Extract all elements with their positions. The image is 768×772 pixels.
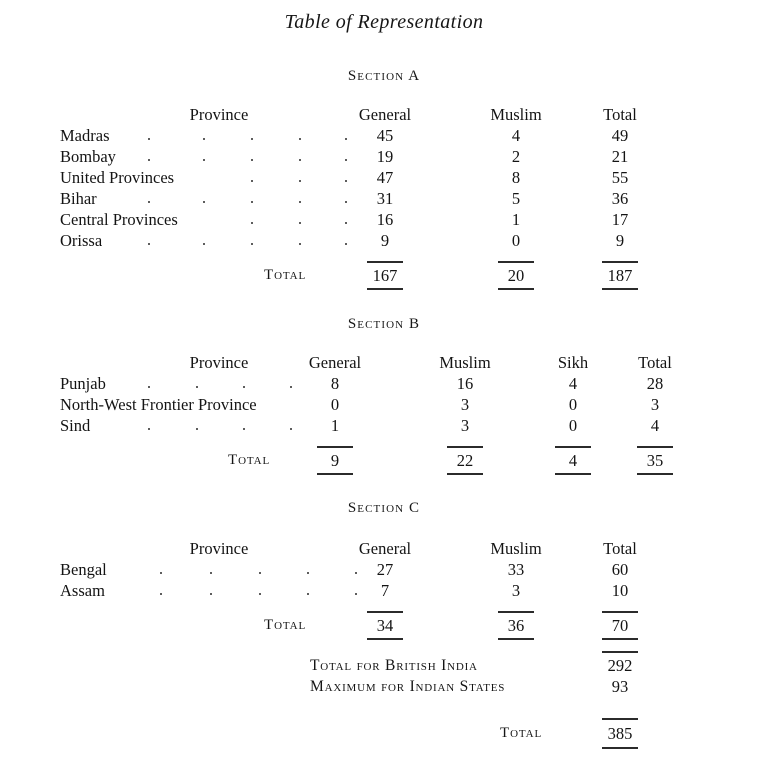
leader-dot	[148, 428, 150, 430]
grand-total-row	[0, 723, 768, 744]
column-rule	[367, 288, 403, 290]
page-title: Table of Representation	[284, 11, 484, 33]
cell-muslim: 16	[456, 374, 474, 393]
cell-total: 17	[611, 210, 629, 229]
column-header-general: General	[358, 105, 412, 124]
cell-general: 45	[376, 126, 394, 145]
leader-dot	[345, 222, 347, 224]
column-rule	[602, 747, 638, 749]
leader-dot	[203, 243, 205, 245]
cell-general: 47	[376, 168, 394, 187]
total-general: 167	[372, 266, 398, 285]
cell-muslim: 33	[507, 560, 525, 579]
indian-states-label: Maximum for Indian States	[310, 678, 506, 695]
leader-dot	[203, 138, 205, 140]
section-heading-a: Section A	[347, 68, 421, 84]
cell-general: 1	[330, 416, 340, 435]
leader-dot	[148, 243, 150, 245]
cell-total: 28	[646, 374, 664, 393]
table-header-row	[0, 104, 768, 125]
leader-dot	[290, 428, 292, 430]
cell-sikh: 0	[568, 395, 578, 414]
leader-dot	[251, 201, 253, 203]
total-label: Total	[228, 452, 271, 468]
column-header-muslim: Muslim	[490, 539, 542, 558]
column-header-province: Province	[189, 353, 249, 372]
column-rule	[602, 288, 638, 290]
leader-dot	[148, 138, 150, 140]
section-b-table	[0, 352, 768, 471]
table-row	[0, 394, 768, 415]
section-heading-b: Section B	[347, 316, 421, 332]
table-row	[0, 209, 768, 230]
column-header-total: Total	[603, 105, 637, 124]
cell-muslim: 2	[511, 147, 521, 166]
column-rule	[498, 261, 534, 263]
leader-dot	[196, 386, 198, 388]
total-general: 34	[376, 616, 394, 635]
summary-row-british-india	[0, 655, 768, 676]
column-rule	[498, 611, 534, 613]
total-muslim: 20	[507, 266, 525, 285]
column-rule	[602, 718, 638, 720]
leader-dot	[251, 243, 253, 245]
summary-row-indian-states	[0, 676, 768, 697]
column-rule	[317, 473, 353, 475]
cell-muslim: 5	[511, 189, 521, 208]
province-name: Punjab	[60, 374, 106, 393]
column-rule	[367, 261, 403, 263]
leader-dot	[251, 138, 253, 140]
cell-sikh: 0	[568, 416, 578, 435]
cell-general: 9	[380, 231, 390, 250]
table-row	[0, 580, 768, 601]
column-header-muslim: Muslim	[490, 105, 542, 124]
column-rule	[447, 446, 483, 448]
cell-total: 9	[615, 231, 625, 250]
cell-total: 36	[611, 189, 629, 208]
cell-total: 60	[611, 560, 629, 579]
table-header-row	[0, 538, 768, 559]
column-rule	[555, 473, 591, 475]
cell-general: 16	[376, 210, 394, 229]
column-rule	[555, 446, 591, 448]
leader-dot	[196, 428, 198, 430]
british-india-label: Total for British India	[310, 657, 478, 674]
british-india-value: 292	[607, 656, 633, 675]
column-header-province: Province	[189, 105, 249, 124]
leader-dot	[299, 180, 301, 182]
leader-dot	[210, 593, 212, 595]
cell-general: 19	[376, 147, 394, 166]
cell-muslim: 8	[511, 168, 521, 187]
leader-dot	[345, 243, 347, 245]
column-header-total: Total	[638, 353, 672, 372]
total-total: 187	[607, 266, 633, 285]
column-rule	[637, 473, 673, 475]
section-c-table	[0, 538, 768, 636]
leader-dot	[203, 159, 205, 161]
leader-dot	[148, 386, 150, 388]
province-name: Bengal	[60, 560, 107, 579]
leader-dot	[345, 159, 347, 161]
province-name: United Provinces	[60, 168, 175, 187]
total-sikh: 4	[568, 451, 578, 470]
column-rule	[317, 446, 353, 448]
leader-dot	[290, 386, 292, 388]
column-rule	[498, 638, 534, 640]
cell-muslim: 3	[511, 581, 521, 600]
province-name: Madras	[60, 126, 110, 145]
cell-general: 31	[376, 189, 394, 208]
province-name: Bihar	[60, 189, 97, 208]
leader-dot	[243, 386, 245, 388]
cell-total: 49	[611, 126, 629, 145]
leader-dot	[243, 428, 245, 430]
cell-general: 0	[330, 395, 340, 414]
cell-muslim: 3	[460, 395, 470, 414]
total-label: Total	[264, 267, 307, 283]
section-heading-c: Section C	[347, 500, 421, 516]
grand-summary-block	[0, 655, 768, 744]
province-name: Central Provinces	[60, 210, 178, 229]
table-row	[0, 125, 768, 146]
column-header-general: General	[308, 353, 362, 372]
province-name: North-West Frontier Province	[60, 395, 257, 414]
table-row	[0, 415, 768, 436]
leader-dot	[160, 572, 162, 574]
leader-dot	[148, 159, 150, 161]
column-header-province: Province	[189, 539, 249, 558]
cell-general: 27	[376, 560, 394, 579]
cell-total: 10	[611, 581, 629, 600]
leader-dot	[299, 138, 301, 140]
leader-dot	[203, 201, 205, 203]
indian-states-value: 93	[611, 677, 629, 696]
leader-dot	[259, 593, 261, 595]
province-name: Orissa	[60, 231, 103, 250]
cell-total: 55	[611, 168, 629, 187]
total-muslim: 36	[507, 616, 525, 635]
cell-sikh: 4	[568, 374, 578, 393]
cell-muslim: 3	[460, 416, 470, 435]
column-header-muslim: Muslim	[439, 353, 491, 372]
cell-total: 4	[650, 416, 660, 435]
province-name: Bombay	[60, 147, 116, 166]
table-row	[0, 559, 768, 580]
section-a-table	[0, 104, 768, 286]
column-rule	[367, 611, 403, 613]
total-label: Total	[264, 617, 307, 633]
leader-dot	[299, 243, 301, 245]
summary-spacer	[0, 697, 768, 723]
column-rule	[367, 638, 403, 640]
total-total: 70	[611, 616, 629, 635]
leader-dot	[307, 593, 309, 595]
table-row	[0, 373, 768, 394]
leader-dot	[299, 159, 301, 161]
column-rule	[602, 261, 638, 263]
cell-general: 8	[330, 374, 340, 393]
leader-dot	[160, 593, 162, 595]
total-row	[0, 615, 768, 636]
total-general: 9	[330, 451, 340, 470]
column-rule	[602, 638, 638, 640]
table-row	[0, 146, 768, 167]
column-rule	[637, 446, 673, 448]
leader-dot	[345, 201, 347, 203]
cell-muslim: 4	[511, 126, 521, 145]
table-row	[0, 188, 768, 209]
column-rule	[498, 288, 534, 290]
leader-dot	[251, 159, 253, 161]
cell-total: 21	[611, 147, 629, 166]
total-muslim: 22	[456, 451, 474, 470]
column-rule	[602, 611, 638, 613]
leader-dot	[299, 222, 301, 224]
total-row	[0, 450, 768, 471]
leader-dot	[210, 572, 212, 574]
column-header-sikh: Sikh	[557, 353, 589, 372]
column-rule	[447, 473, 483, 475]
leader-dot	[307, 572, 309, 574]
province-name: Sind	[60, 416, 91, 435]
leader-dot	[148, 201, 150, 203]
table-row	[0, 167, 768, 188]
leader-dot	[251, 222, 253, 224]
grand-total-value: 385	[607, 724, 633, 743]
table-row	[0, 230, 768, 251]
cell-general: 7	[380, 581, 390, 600]
cell-muslim: 0	[511, 231, 521, 250]
total-total: 35	[646, 451, 664, 470]
leader-dot	[259, 572, 261, 574]
cell-muslim: 1	[511, 210, 521, 229]
table-header-row	[0, 352, 768, 373]
cell-total: 3	[650, 395, 660, 414]
leader-dot	[251, 180, 253, 182]
leader-dot	[355, 572, 357, 574]
province-name: Assam	[60, 581, 105, 600]
grand-total-label: Total	[500, 725, 543, 741]
column-header-total: Total	[603, 539, 637, 558]
leader-dot	[345, 138, 347, 140]
leader-dot	[345, 180, 347, 182]
leader-dot	[355, 593, 357, 595]
column-rule	[602, 651, 638, 653]
column-header-general: General	[358, 539, 412, 558]
leader-dot	[299, 201, 301, 203]
total-row	[0, 265, 768, 286]
